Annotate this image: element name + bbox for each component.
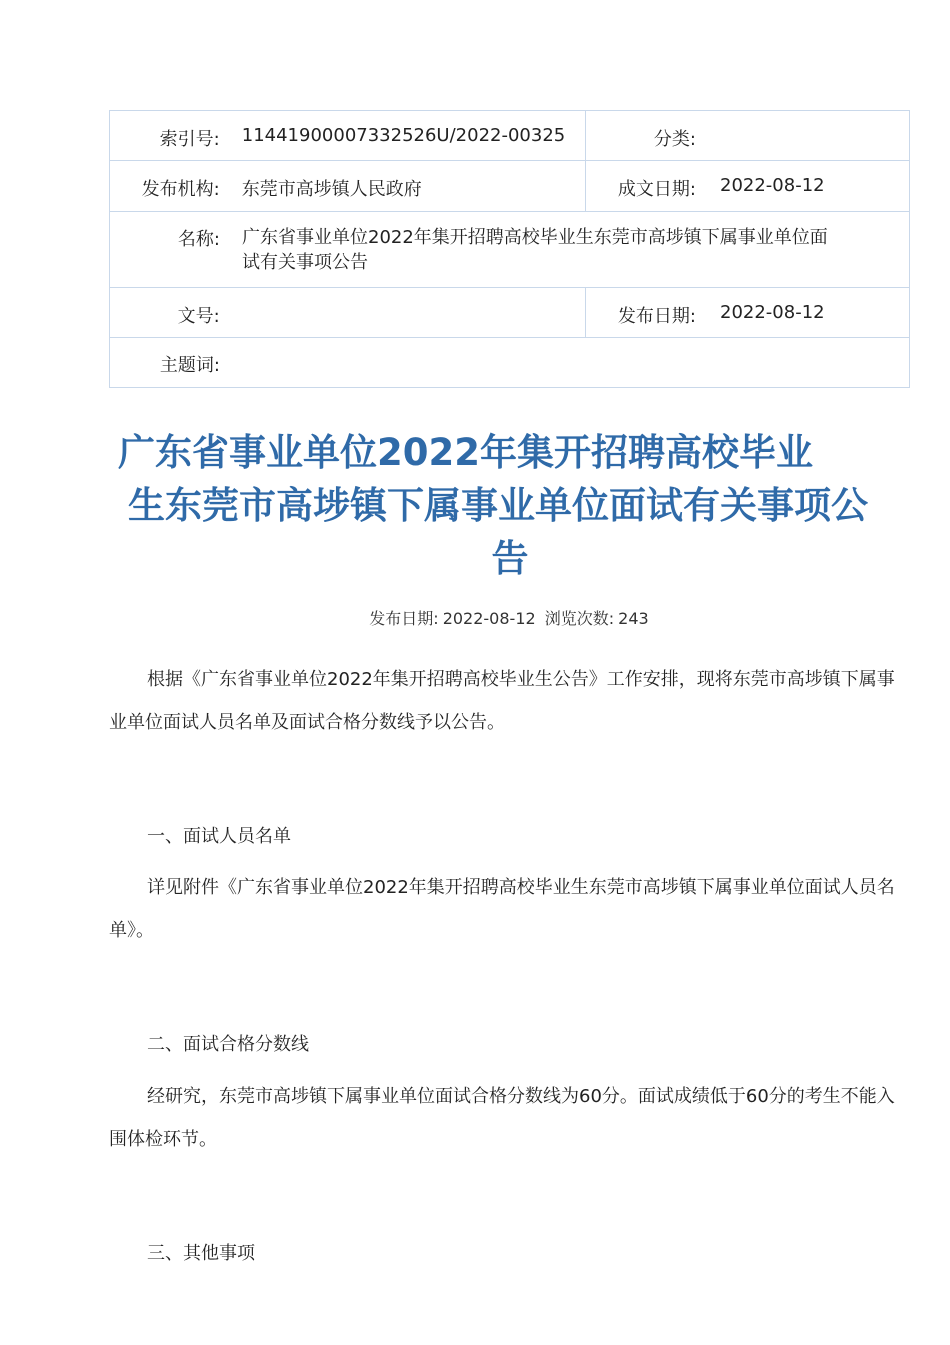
meta-row-docno (110, 288, 909, 338)
meta-cell-keywords (110, 338, 909, 387)
meta-cell-category (586, 111, 909, 160)
publish-info (0, 606, 950, 629)
pubinfo-views-label: 浏览次数: (544, 609, 615, 628)
section-2-text: 经研究，东莞市高埗镇下属事业单位面试合格分数线为60分。面试成绩低于60分的考生不能入围体检环节。 (109, 1086, 895, 1150)
metadata-table (109, 110, 910, 388)
title-line-3: 告 (491, 537, 529, 580)
publisher-value: 东莞市高埗镇人民政府 (241, 179, 422, 200)
index-value: 11441900007332526U/2022-00325 (241, 125, 566, 146)
keywords-label: 主题词: (159, 355, 220, 376)
doc-number-label: 文号: (177, 306, 220, 327)
index-label: 索引号: (159, 129, 220, 150)
meta-row-keywords (110, 338, 909, 387)
pubinfo-views-value: 243 (618, 609, 649, 628)
section-1-text: 详见附件《广东省事业单位2022年集开招聘高校毕业生东莞市高埗镇下属事业单位面试人员名单》。 (109, 877, 895, 941)
meta-cell-index (110, 111, 586, 160)
created-date-label: 成文日期: (617, 179, 696, 200)
pubinfo-date-value: 2022-08-12 (442, 609, 536, 628)
doc-number-value (220, 288, 585, 337)
meta-cell-publish-date (586, 288, 909, 337)
meta-cell-name (110, 212, 909, 287)
name-value: 广东省事业单位2022年集开招聘高校毕业生东莞市高埗镇下属事业单位面试有关事项公告 (242, 227, 828, 273)
section-1-paragraph (109, 866, 909, 952)
publisher-label: 发布机构: (141, 179, 220, 200)
title-line-2: 生东莞市高埗镇下属事业单位面试有关事项公 (128, 484, 868, 527)
pubinfo-date-label: 发布日期: (369, 609, 439, 628)
keywords-value (220, 338, 840, 387)
section-3-heading: 三、其他事项 (147, 1243, 255, 1264)
intro-text: 根据《广东省事业单位2022年集开招聘高校毕业生公告》工作安排，现将东莞市高埗镇下属事业单位面试人员名单及面试合格分数线予以公告。 (109, 669, 895, 733)
meta-row-index (110, 111, 909, 161)
title-line-1: 广东省事业单位2022年集开招聘高校毕业 (118, 431, 813, 474)
meta-cell-publisher (110, 161, 586, 211)
section-2-heading: 二、面试合格分数线 (147, 1034, 309, 1055)
name-label: 名称: (177, 229, 220, 250)
meta-row-publisher (110, 161, 909, 212)
section-1-heading: 一、面试人员名单 (147, 826, 291, 847)
meta-cell-created (586, 161, 909, 211)
publish-date-label: 发布日期: (617, 306, 696, 327)
publish-date-value: 2022-08-12 (720, 302, 825, 323)
section-2-paragraph (109, 1075, 909, 1161)
page-title (110, 426, 910, 585)
meta-cell-docno (110, 288, 586, 337)
category-value (696, 111, 720, 160)
category-label: 分类: (653, 129, 696, 150)
meta-row-name (110, 212, 909, 288)
intro-paragraph (109, 658, 909, 744)
created-date-value: 2022-08-12 (720, 175, 825, 196)
